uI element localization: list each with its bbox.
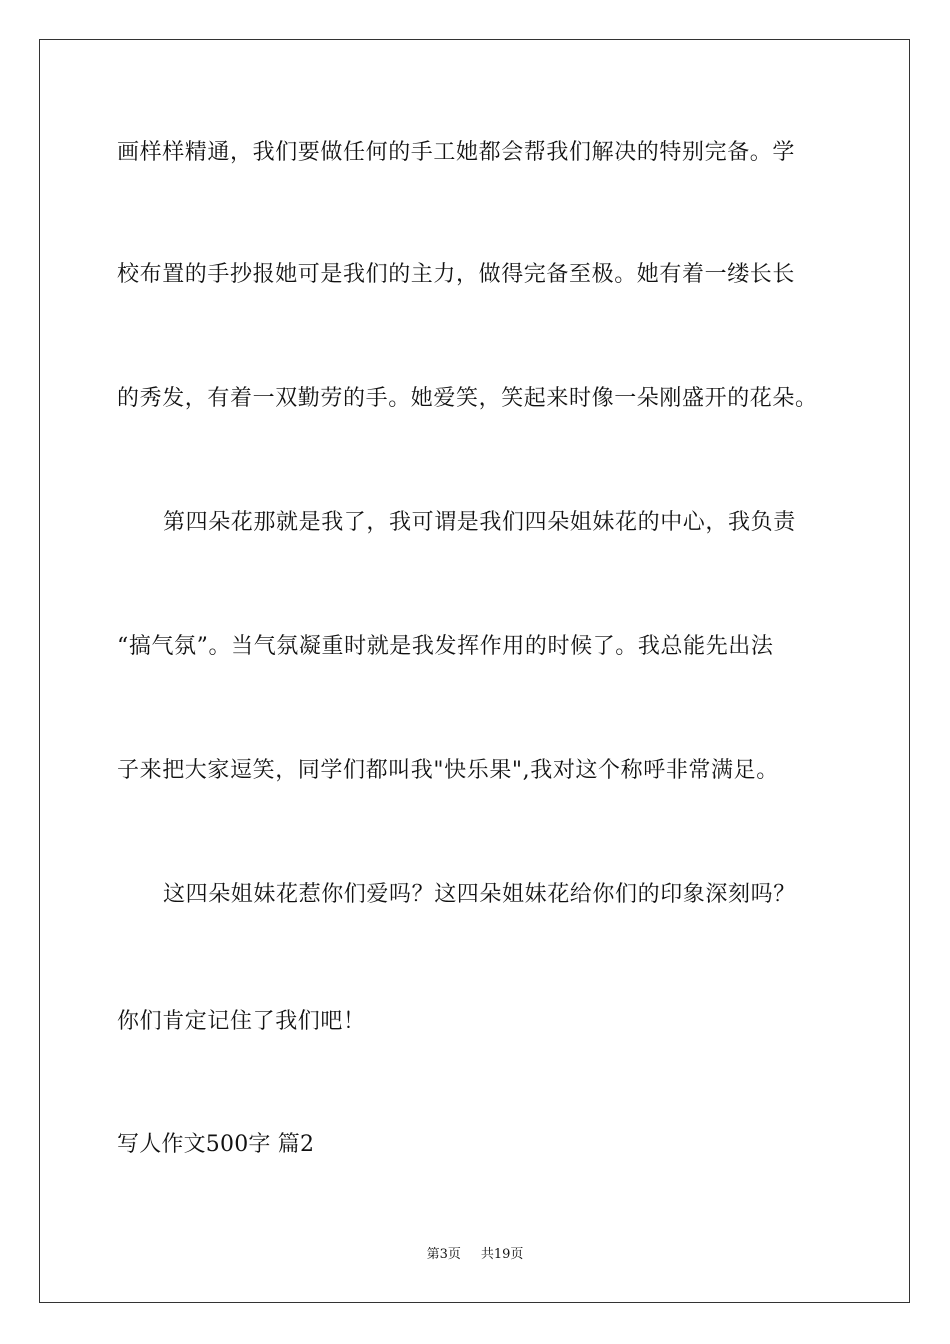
page-footer xyxy=(0,1246,950,1264)
body-text-line: 的秀发，有着一双勤劳的手。她爱笑，笑起来时像一朵刚盛开的花朵。 xyxy=(117,386,818,411)
paragraph-first-line: 第四朵花那就是我了，我可谓是我们四朵姐妹花的中心，我负责 xyxy=(163,510,796,535)
body-text-line: 校布置的手抄报她可是我们的主力，做得完备至极。她有着一缕长长 xyxy=(117,262,796,287)
body-text-line: 子来把大家逗笑，同学们都叫我"快乐果",我对这个称呼非常满足。 xyxy=(117,758,779,783)
page-number: 第3页 xyxy=(426,1247,461,1262)
page-total: 共19页 xyxy=(480,1247,524,1262)
paragraph-first-line: 这四朵姐妹花惹你们爱吗？这四朵姐妹花给你们的印象深刻吗？ xyxy=(163,882,796,907)
body-text-line: 你们肯定记住了我们吧！ xyxy=(117,1009,366,1034)
body-text-line: “搞气氛”。当气氛凝重时就是我发挥作用的时候了。我总能先出法 xyxy=(117,634,774,659)
body-text-line: 画样样精通，我们要做任何的手工她都会帮我们解决的特别完备。学 xyxy=(117,140,796,165)
section-heading: 写人作文500字 篇2 xyxy=(117,1132,315,1157)
page-border xyxy=(39,39,910,1303)
